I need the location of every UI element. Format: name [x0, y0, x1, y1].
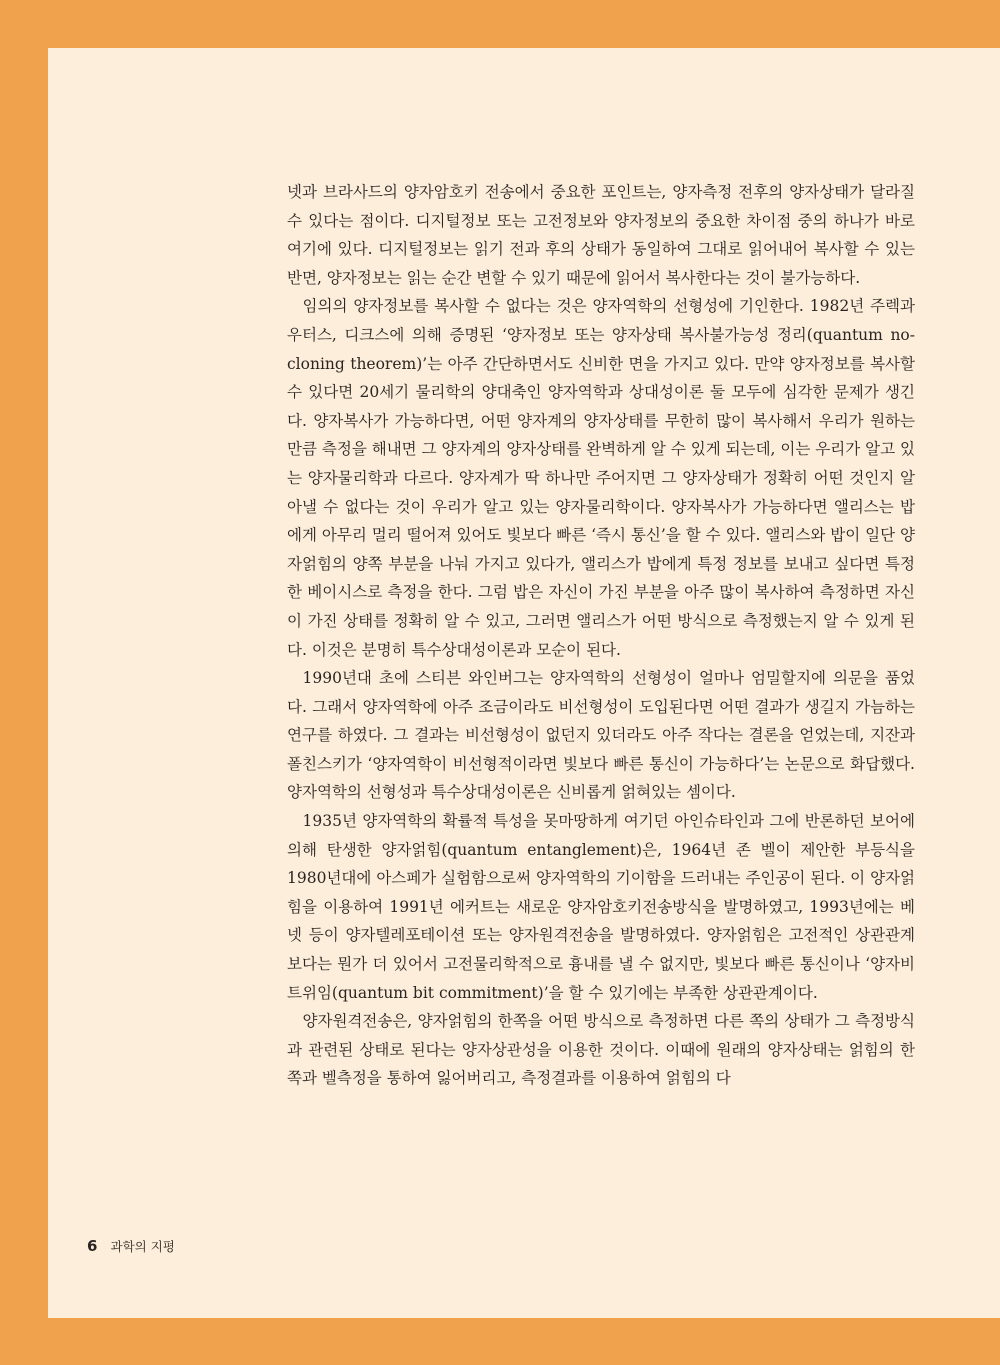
- paragraph-4: 1935년 양자역학의 확률적 특성을 못마땅하게 여기던 아인슈타인과 그에 반론하던 보어에 의해 탄생한 양자얽힘(quantum entanglement)은, 1964년 존 벨이 제안한 부등식을 1980년대에 아스페가 실험함으로써 양자역학의 기이함을 드러내는 주인공이 된다. 이 양자얽힘을 이용하여 1991년 에커트는 새로운 양자암호키전송방식을 발명하였고, 1993년에는 베넷 등이 양자텔레포테이션 또는 양자원격전송을 발명하였다. 양자얽힘은 고전적인 상관관계보다는 뭔가 더 있어서 고전물리학적으로 흉내를 낼 수 없지만, 빛보다 빠른 통신이나 ‘양자비트위임(quantum bit commitment)’을 할 수 있기에는 부족한 상관관계이다.: [287, 812, 915, 1002]
- paragraph-1: 넷과 브라사드의 양자암호키 전송에서 중요한 포인트는, 양자측정 전후의 양자상태가 달라질 수 있다는 점이다. 디지털정보 또는 고전정보와 양자정보의 중요한 차이점 중의 하나가 바로 여기에 있다. 디지털정보는 읽기 전과 후의 상태가 동일하여 그대로 읽어내어 복사할 수 있는 반면, 양자정보는 읽는 순간 변할 수 있기 때문에 읽어서 복사한다는 것이 불가능하다.: [287, 183, 915, 287]
- paragraph-3: 1990년대 초에 스티븐 와인버그는 양자역학의 선형성이 얼마나 엄밀할지에 의문을 품었다. 그래서 양자역학에 아주 조금이라도 비선형성이 도입된다면 어떤 결과가 생길지 가늠하는 연구를 하였다. 그 결과는 비선형성이 없던지 있더라도 아주 작다는 결론을 얻었는데, 지잔과 폴친스키가 ‘양자역학이 비선형적이라면 빛보다 빠른 통신이 가능하다’는 논문으로 화답했다. 양자역학의 선형성과 특수상대성이론은 신비롭게 얽혀있는 셈이다.: [287, 669, 915, 802]
- publication-title: 과학의 지평: [110, 1239, 175, 1254]
- paragraph-5: 양자원격전송은, 양자얽힘의 한쪽을 어떤 방식으로 측정하면 다른 쪽의 상태가 그 측정방식과 관련된 상태로 된다는 양자상관성을 이용한 것이다. 이때에 원래의 양자상태는 얽힘의 한쪽과 벨측정을 통하여 잃어버리고, 측정결과를 이용하여 얽힘의 다: [287, 1012, 915, 1088]
- page-number: 6: [87, 1237, 98, 1255]
- article-body: [287, 178, 915, 1093]
- page-sheet: [48, 48, 1000, 1318]
- page-footer: [87, 1236, 175, 1255]
- paragraph-2: 임의의 양자정보를 복사할 수 없다는 것은 양자역학의 선형성에 기인한다. 1982년 주렉과 우터스, 디크스에 의해 증명된 ‘양자정보 또는 양자상태 복사불가능성 정리(quantum no-cloning theorem)’는 아주 간단하면서도 신비한 면을 가지고 있다. 만약 양자정보를 복사할 수 있다면 20세기 물리학의 양대축인 양자역학과 상대성이론 둘 모두에 심각한 문제가 생긴다. 양자복사가 가능하다면, 어떤 양자계의 양자상태를 무한히 많이 복사해서 우리가 원하는 만큼 측정을 해내면 그 양자계의 양자상태를 완벽하게 알 수 있게 되는데, 이는 우리가 알고 있는 양자물리학과 다르다. 양자계가 딱 하나만 주어지면 그 양자상태가 정확히 어떤 것인지 알아낼 수 없다는 것이 우리가 알고 있는 양자물리학이다. 양자복사가 가능하다면 앨리스는 밥에게 아무리 멀리 떨어져 있어도 빛보다 빠른 ‘즉시 통신’을 할 수 있다. 앨리스와 밥이 일단 양자얽힘의 양쪽 부분을 나눠 가지고 있다가, 앨리스가 밥에게 특정 정보를 보내고 싶다면 특정한 베이시스로 측정을 한다. 그럼 밥은 자신이 가진 부분을 아주 많이 복사하여 측정하면 자신이 가진 상태를 정확히 알 수 있고, 그러면 앨리스가 어떤 방식으로 측정했는지 알 수 있게 된다. 이것은 분명히 특수상대성이론과 모순이 된다.: [287, 297, 915, 659]
